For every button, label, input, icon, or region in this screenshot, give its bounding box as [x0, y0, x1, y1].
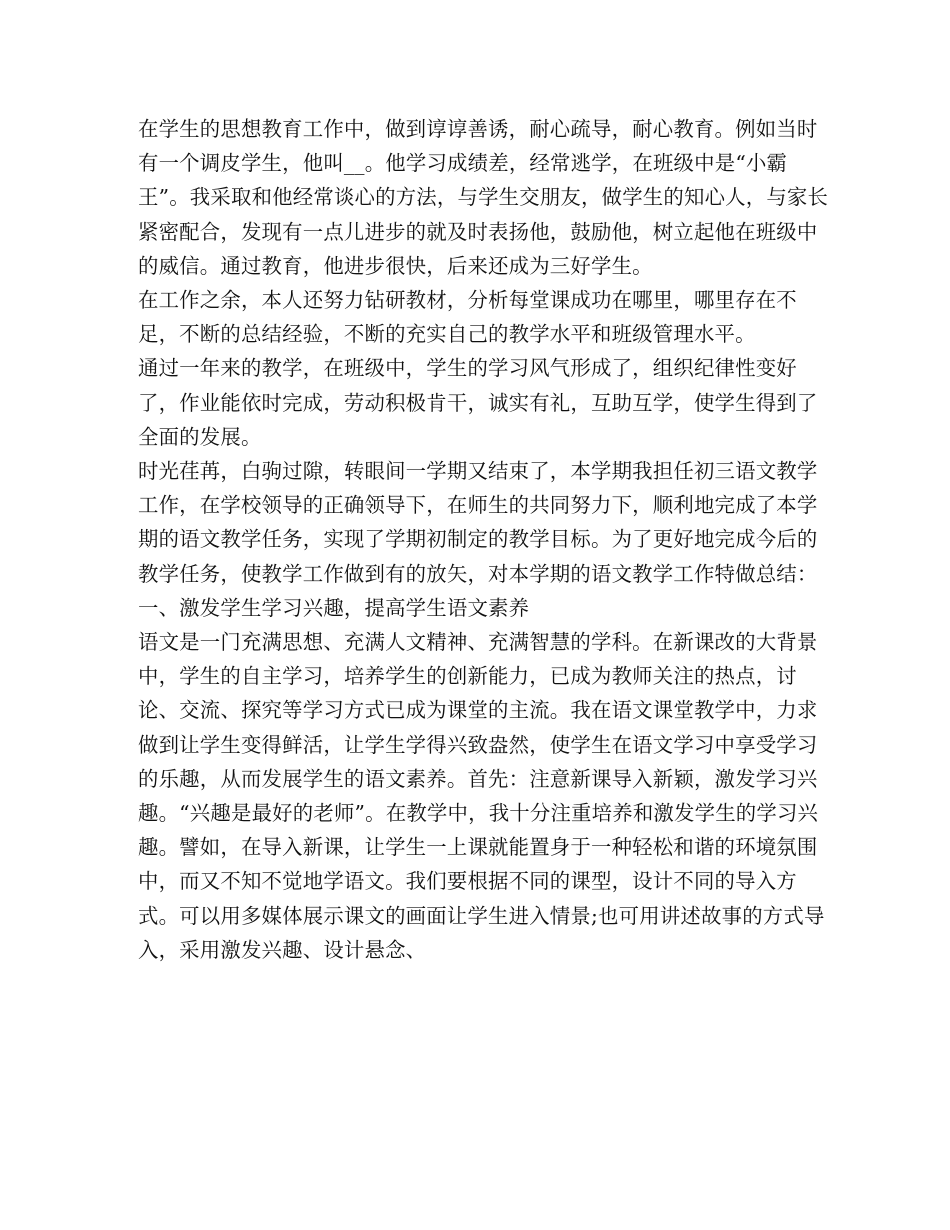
paragraph-textbook-study: 在工作之余，本人还努力钻研教材，分析每堂课成功在哪里，哪里存在不足，不断的总结经验，不断的充实自己的教学水平和班级管理水平。	[138, 288, 797, 347]
document-body	[138, 112, 838, 967]
paragraph-semester-summary: 时光荏苒，白驹过隙，转眼间一学期又结束了，本学期我担任初三语文教学工作，在学校领导的正确领导下，在师生的共同努力下，顺利地完成了本学期的语文教学任务，实现了学期初制定的教学目标。为了更好地完成今后的教学任务，使教学工作做到有的放矢，对本学期的语文教学工作特做总结：	[138, 459, 818, 586]
section-heading-interest: 一、激发学生学习兴趣，提高学生语文素养	[138, 595, 530, 620]
paragraph-chinese-literacy: 语文是一门充满思想、充满人文精神、充满智慧的学科。在新课改的大背景中，学生的自主学习，培养学生的创新能力，已成为教师关注的热点，讨论、交流、探究等学习方式已成为课堂的主流。我在语文课堂教学中，力求做到让学生变得鲜活，让学生学得兴致盎然，使学生在语文学习中享受学习的乐趣，从而发展学生的语文素养。首先：注意新课导入新颖，激发学习兴趣。“兴趣是最好的老师”。在教学中，我十分注重培养和激发学生的学习兴趣。譬如，在导入新课，让学生一上课就能置身于一种轻松和谐的环境氛围中，而又不知不觉地学语文。我们要根据不同的课型，设计不同的导入方式。可以用多媒体展示课文的画面让学生进入情景;也可用讲述故事的方式导入，采用激发兴趣、设计悬念、	[138, 630, 825, 962]
paragraph-year-results: 通过一年来的教学，在班级中，学生的学习风气形成了，组织纪律性变好了，作业能依时完成，劳动积极肯干，诚实有礼，互助互学，使学生得到了全面的发展。	[138, 356, 818, 449]
paragraph-student-education: 在学生的思想教育工作中，做到谆谆善诱，耐心疏导，耐心教育。例如当时有一个调皮学生，他叫__。他学习成绩差，经常逃学，在班级中是“小霸王”。我采取和他经常谈心的方法，与学生交朋友，做学生的知心人，与家长紧密配合，发现有一点儿进步的就及时表扬他，鼓励他，树立起他在班级中的威信。通过教育，他进步很快，后来还成为三好学生。	[138, 117, 829, 278]
